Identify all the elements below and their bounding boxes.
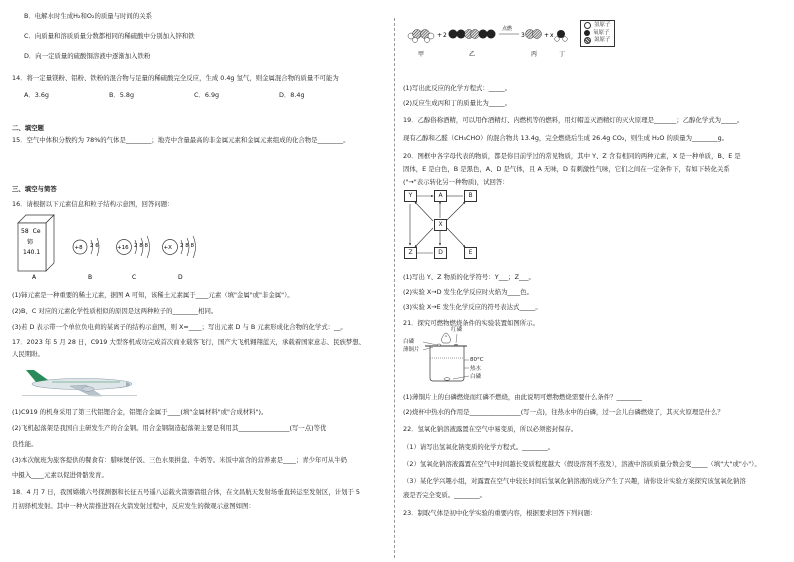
q20-line1: 20．图框中各字母代表的物质，都是你目前学过的常见物质，其中 Y、Z 含有相同的两种元素，X 是一种单质，B、E 是 — [403, 152, 741, 160]
q18-part2: (2)反应生成丙和丁的质量比为_____。 — [403, 99, 512, 107]
q22-stem: 22．氢氧化钠溶液露置在空气中易变质，所以必须密封保存。 — [403, 425, 578, 433]
q14-options — [24, 91, 364, 100]
label-hot-water: 热水 — [470, 366, 482, 372]
legend-hydrogen: 氢原子 — [594, 22, 611, 28]
label-white-phosphorus-top: 白磷 — [403, 339, 415, 345]
box-a: A — [434, 190, 447, 202]
q16-part3: (3)若 D 表示带一个单位负电荷的某离子的结构示意图，则 X=____；写出元素 D 与 B 元素形成化合物的化学式：__。 — [12, 323, 347, 331]
reaction-condition: 点燃 — [502, 26, 513, 32]
q13-option-d: D．向一定质量的硫酸铜溶液中逐渐加入铁粉 — [24, 52, 151, 60]
svg-text:+: + — [437, 32, 443, 39]
box-d: D — [434, 247, 447, 259]
beaker-drawing — [403, 328, 513, 384]
q14-option-b: B．5.8g — [109, 91, 134, 99]
column-divider — [394, 18, 395, 558]
q15-text: 15．空气中体积分数约为 78%的气体是________；地壳中含量最高的非金属元素和金属元素组成的化合物是________。 — [12, 136, 350, 144]
label-copper-plate: 薄铜片 — [403, 347, 420, 353]
q21-part2: (2)烧杯中热水的作用是________________(写一点)，往热水中的白磷，过一会儿白磷燃烧了，其灭火原理是什么？ — [403, 408, 724, 416]
section-3-heading: 三、填空与简答 — [12, 185, 57, 193]
q14-option-a: A．3.6g — [24, 91, 49, 99]
q16-part2: (2)B、C 对应的元素化学性质相似的原因是这两种粒子的________相同。 — [12, 307, 218, 315]
atom-d-nucleus: +X — [163, 245, 172, 251]
label-jia: 甲 — [418, 51, 425, 58]
coef-ding: x — [550, 32, 554, 39]
cell-name: 铈 — [27, 239, 34, 246]
legend-nitrogen: 氮原子 — [594, 37, 611, 43]
q22-part2: （2）氢氧化钠溶液露置在空气中时间越长变质程度越大（假设溶剂不蒸发），溶液中溶质质量分数会变_____（填"大"或"小"）。 — [403, 460, 761, 468]
q16-part1: (1)铈元素是一种重要的稀土元素，据图 A 可知，该稀土元素属于____元素（填"金属"或"非金属"）。 — [12, 291, 294, 299]
q17-stem-1: 17．2023 年 5 月 28 日，C919 大型客机成功完成首次商业载客飞行，国产大飞机翱翔蓝天，承载着国家意志、民族梦想、 — [12, 338, 366, 346]
coef-yi: 2 — [443, 32, 447, 39]
q18-part1: (1)写出此反应的化学方程式：_____。 — [403, 84, 512, 92]
q20-line2: 固体，E 是白色，B 是黑色，A、D 是气体，且 A 无味，D 有刺激性气味，它们之间在一定条件下，有如下转化关系 — [403, 165, 730, 173]
cell-mass: 140.1 — [23, 249, 41, 256]
airplane-image — [22, 368, 137, 398]
label-yi: 乙 — [469, 51, 476, 58]
box-b: B — [464, 190, 477, 202]
box-y: Y — [404, 190, 417, 202]
q17-part2a: (2)飞机起落架是我国自主研发生产的合金钢。用合金钢制造起落架主要是利用其________________(写一点)等优 — [12, 424, 327, 432]
cell-number-symbol: 58 Ce — [21, 228, 41, 235]
label-bing: 丙 — [531, 51, 538, 58]
q21-part1: (1)薄铜片上的白磷燃烧而红磷不燃烧，由此说明可燃物燃烧需要什么条件？________ — [403, 393, 643, 401]
coef-bing: 3 — [521, 32, 525, 39]
box-x: X — [434, 219, 447, 231]
q22-part3a: （3）某化学兴趣小组，对露置在空气中较长时间后氢氧化钠溶液的成分产生了兴趣，请你设计实验方案探究该氢氧化钠溶 — [403, 477, 746, 485]
q23-stem: 23．制取气体是初中化学实验的重要内容，根据要求回答下列问题： — [403, 509, 597, 517]
legend-oxygen: 氧原子 — [593, 29, 610, 36]
q16-figure — [12, 209, 212, 281]
box-z: Z — [404, 247, 417, 259]
q14-option-c: C．6.9g — [194, 91, 220, 99]
label-b: B — [88, 274, 93, 281]
label-red-phosphorus: 红磷 — [451, 327, 463, 333]
label-white-phosphorus-bottom: 白磷 — [470, 374, 482, 380]
q17-part2b: 良性能。 — [12, 440, 38, 448]
q19-line1: 19．乙醇俗称酒精，可以用作酒精灯、内燃机等的燃料，用灯帽盖灭酒精灯的灭火原理是_______；乙醇化学式为_____。 — [403, 116, 744, 124]
q14-stem: 14．将一定量镁粉、铝粉、铁粉的混合物与足量的稀硫酸完全反应，生成 0.4g 氢气，则金属混合物的质量不可能为 — [12, 74, 339, 82]
q22-part3b: 液是否完全变质。________。 — [403, 491, 487, 499]
q22-part1: （1）请写出氢氧化钠变质的化学方程式。________。 — [403, 443, 555, 451]
label-d: D — [178, 274, 183, 281]
q17-part3a: (3)本次航班为旅客提供的餐食有：腊味煲仔饭、三色水果拼盘、牛奶等。米饭中富含的营养素是____；青少年可从牛奶 — [12, 456, 347, 464]
q16-stem: 16．请根据以下元素信息和粒子结构示意图，回答问题： — [12, 200, 174, 208]
q17-part3b: 中摄入____元素以促进骨骼发育。 — [12, 471, 108, 479]
atom-b-nucleus: +8 — [74, 245, 83, 251]
q17-part1: (1)C919 的机身采用了第三代铝锂合金，铝锂合金属于____(填"金属材料"或"合成材料")。 — [12, 408, 268, 416]
q21-apparatus — [403, 328, 513, 384]
q17-stem-2: 人民期盼。 — [12, 350, 44, 358]
q20-part1: (1)写出 Y、Z 物质的化学符号：Y___；Z___。 — [403, 273, 535, 281]
q19-line2: 现有乙醇和乙醛（CH₃CHO）的混合物共 13.4g，完全燃烧后生成 26.4g CO₂，则生成 H₂O 的质量为________g。 — [403, 134, 729, 142]
oxygen-atom-icon — [584, 30, 590, 36]
atom-c-shells: 2 8 8 — [134, 243, 148, 249]
box-e: E — [464, 247, 477, 259]
section-2-heading: 二、填空题 — [12, 124, 44, 132]
q13-option-c: C．向质量和溶质质量分数都相同的稀硫酸中分别加入锌和铁 — [24, 32, 195, 40]
svg-text:+: + — [544, 32, 550, 39]
atom-legend — [580, 20, 615, 47]
atom-c-nucleus: +16 — [117, 245, 129, 251]
atom-b-shells: 2 6 — [90, 243, 99, 249]
label-temperature: 80°C — [470, 357, 484, 363]
q13-option-b: B．电解水时生成H₂和O₂的质量与时间的关系 — [24, 12, 152, 20]
q20-flowchart — [403, 190, 493, 262]
q18-reaction-diagram — [403, 22, 578, 60]
q20-part3: (3)实验 X→E 发生化学反应的符号表达式_____。 — [403, 303, 542, 311]
q14-option-d: D．8.4g — [279, 91, 305, 99]
atom-d-shells: 2 8 8 — [180, 243, 194, 249]
q20-line3: ("→"表示转化另一种物质)，试回答： — [403, 178, 509, 186]
q20-part2: (2)实验 X→D 发生化学反应时火焰为____色。 — [403, 288, 534, 296]
hydrogen-atom-icon — [584, 22, 591, 29]
q18-stem-1: 18．4 月 7 日，我国嫦娥六号探测器和长征五号遥八运载火箭器箭组合体，在文昌航天发射场垂直转运至发射区，计划于 5 — [12, 488, 360, 496]
q18-stem-2: 月初择机发射。其中一种火箭推进剂在火箭发射过程中，反应发生的微观示意图如图： — [12, 502, 255, 510]
q21-stem: 21．探究可燃物燃烧条件的实验装置如图所示。 — [403, 319, 539, 327]
nitrogen-atom-icon — [584, 37, 591, 44]
label-ding: 丁 — [559, 51, 566, 58]
label-c: C — [132, 274, 137, 281]
label-a: A — [32, 274, 37, 281]
